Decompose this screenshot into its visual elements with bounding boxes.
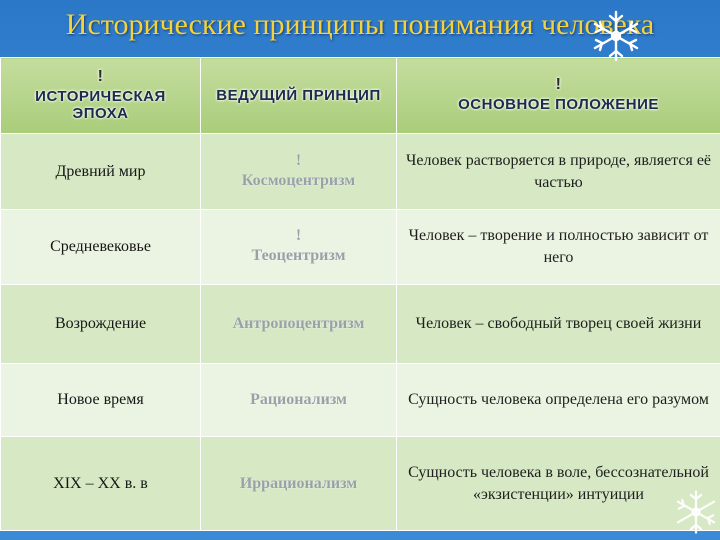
header-principle-label: ВЕДУЩИЙ ПРИНЦИП bbox=[216, 87, 381, 104]
position-cell: Человек растворяется в природе, является её частью bbox=[397, 134, 720, 210]
position-cell: Сущность человека определена его разумом bbox=[397, 364, 720, 437]
principle-label: Теоцентризм bbox=[251, 247, 346, 264]
principle-cell: Иррационализм bbox=[201, 437, 397, 531]
principle-cell bbox=[201, 210, 397, 285]
table-header-row bbox=[1, 58, 720, 134]
exclamation-icon: ! bbox=[295, 227, 302, 244]
table-row bbox=[1, 134, 720, 210]
header-position-label: ОСНОВНОЕ ПОЛОЖЕНИЕ bbox=[458, 96, 659, 113]
principles-table bbox=[0, 57, 720, 531]
principle-cell: Рационализм bbox=[201, 364, 397, 437]
position-cell: Сущность человека в воле, бессознательной «экзистенции» интуиции bbox=[397, 437, 720, 531]
principle-cell: Антропоцентризм bbox=[201, 285, 397, 364]
era-cell: XIX – XX в. в bbox=[1, 437, 201, 531]
position-cell: Человек – свободный творец своей жизни bbox=[397, 285, 720, 364]
header-era-label: ИСТОРИЧЕСКАЯ ЭПОХА bbox=[35, 87, 166, 122]
header-principle bbox=[201, 58, 397, 134]
table-row bbox=[1, 437, 720, 531]
era-cell: Новое время bbox=[1, 364, 201, 437]
snowflake-icon bbox=[672, 488, 720, 536]
principle-cell bbox=[201, 134, 397, 210]
era-cell: Древний мир bbox=[1, 134, 201, 210]
exclamation-icon: ! bbox=[555, 76, 562, 93]
bottom-bar bbox=[0, 530, 720, 540]
table-row bbox=[1, 364, 720, 437]
table-row bbox=[1, 285, 720, 364]
era-cell: Возрождение bbox=[1, 285, 201, 364]
position-cell: Человек – творение и полностью зависит от него bbox=[397, 210, 720, 285]
slide-title: Исторические принципы понимания человека bbox=[65, 8, 655, 41]
exclamation-icon: ! bbox=[295, 151, 302, 169]
snowflake-icon bbox=[588, 8, 644, 64]
principle-label: Космоцентризм bbox=[241, 171, 356, 189]
header-position bbox=[397, 58, 720, 134]
era-cell: Средневековье bbox=[1, 210, 201, 285]
exclamation-icon: ! bbox=[97, 67, 104, 85]
header-era bbox=[1, 58, 201, 134]
table-row bbox=[1, 210, 720, 285]
